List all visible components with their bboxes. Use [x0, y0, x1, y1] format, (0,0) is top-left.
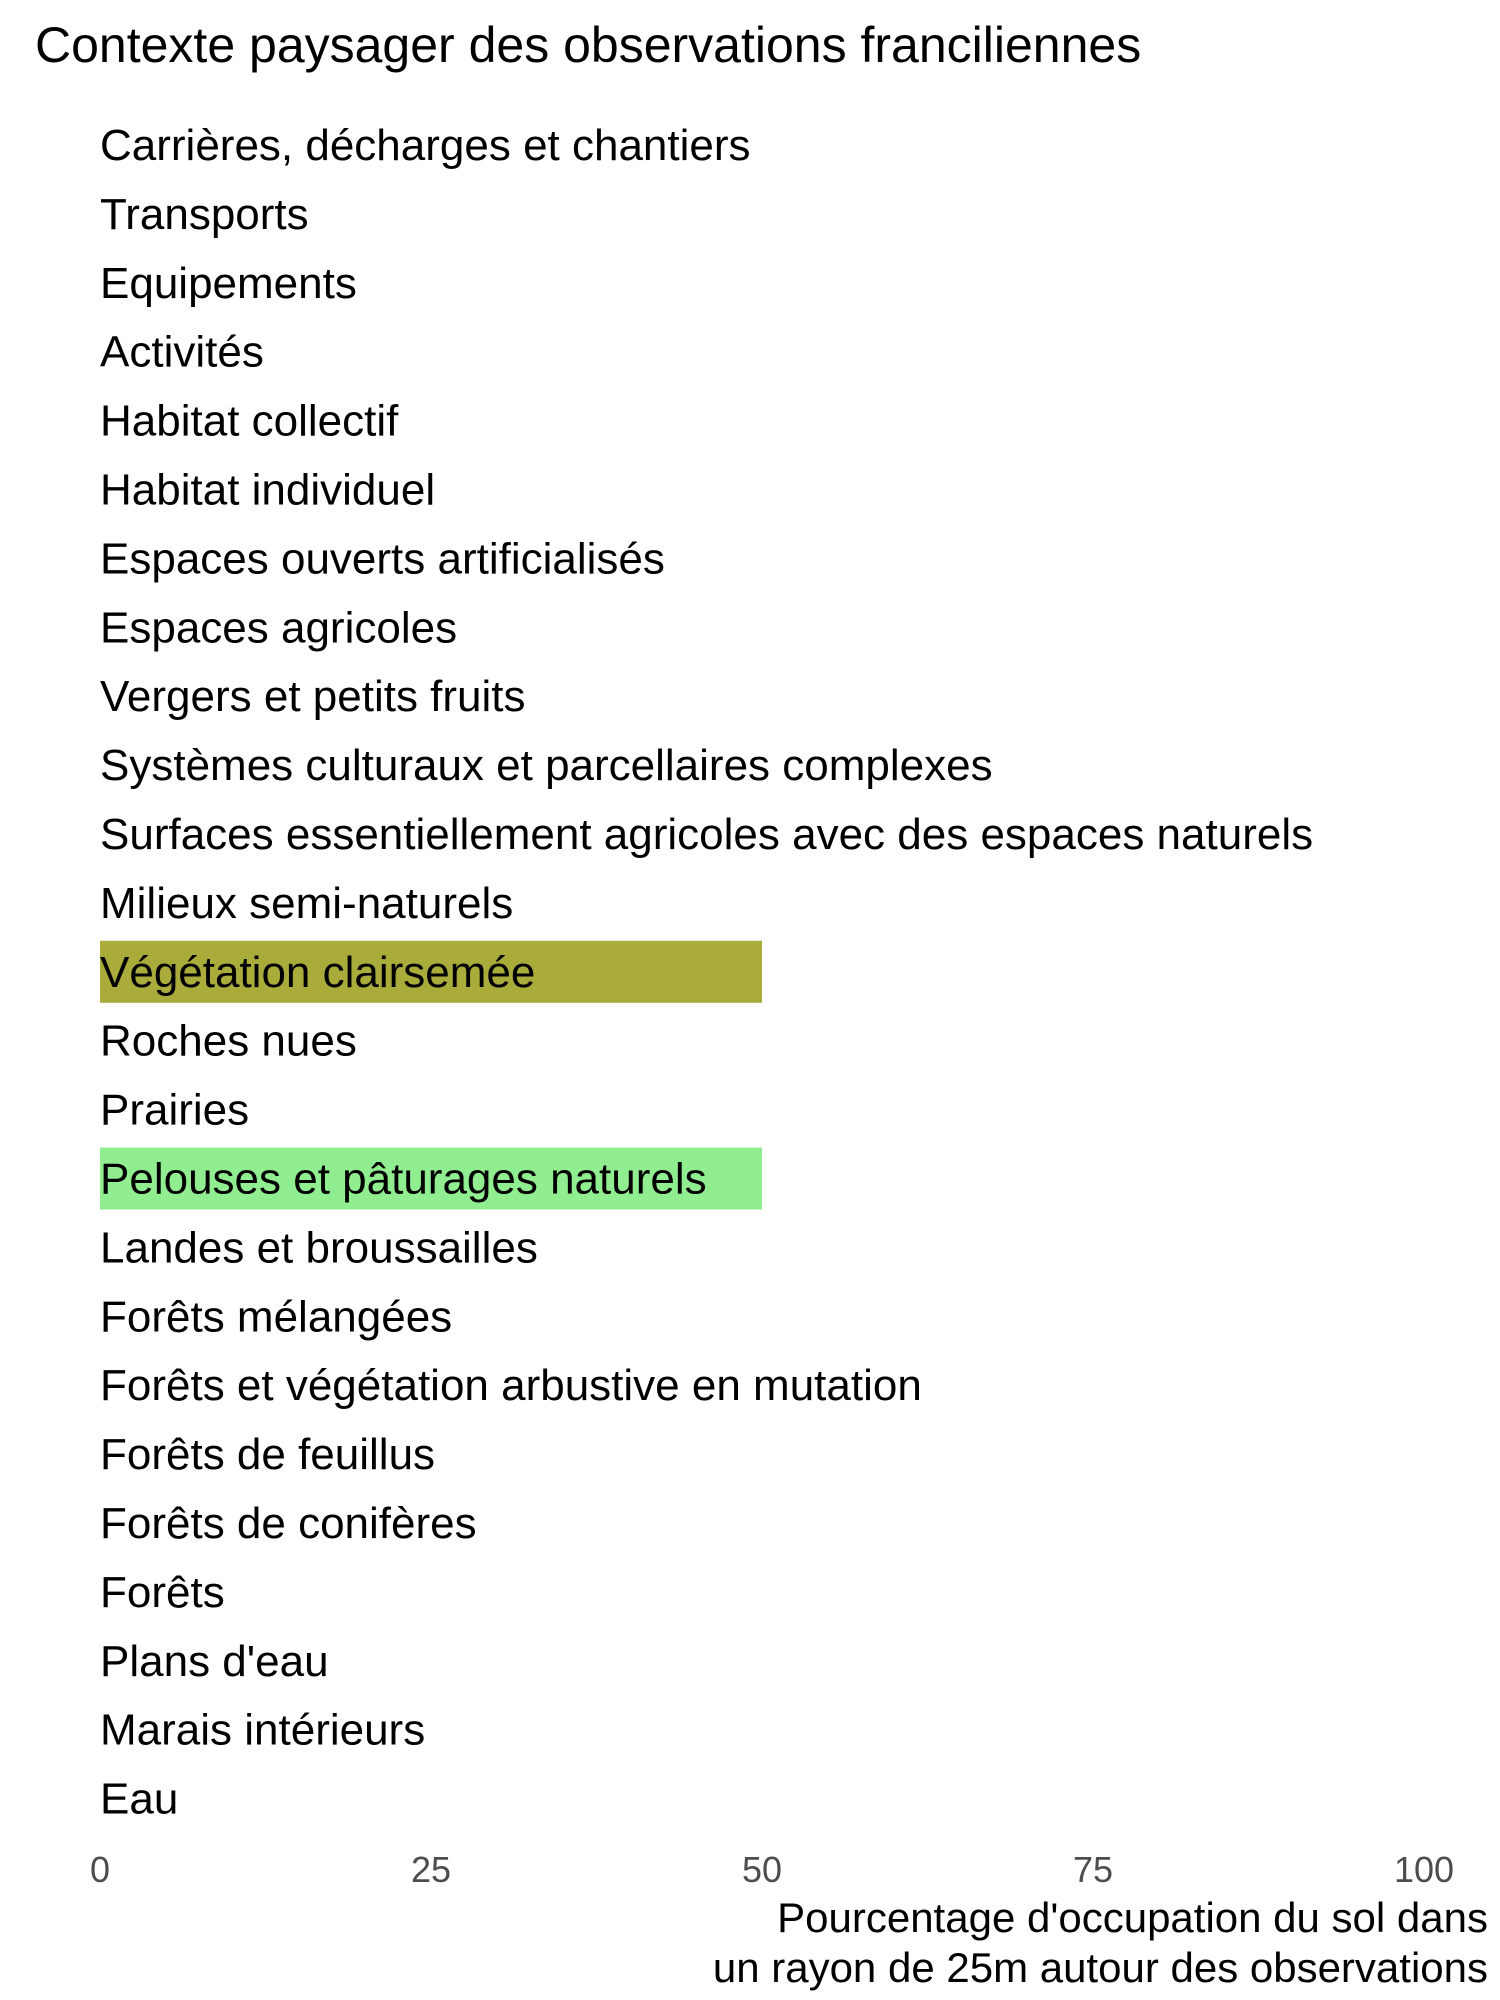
category-label-24: Eau: [100, 1774, 179, 1824]
category-label-18: Forêts et végétation arbustive en mutation: [100, 1361, 922, 1411]
category-label-9: Systèmes culturaux et parcellaires complexes: [100, 741, 993, 791]
x-axis-title-line-2: un rayon de 25m autour des observations: [712, 1944, 1488, 1991]
category-label-14: Prairies: [100, 1085, 250, 1135]
category-label-12: Végétation clairsemée: [100, 947, 536, 997]
category-label-11: Milieux semi-naturels: [100, 878, 514, 928]
x-tick-label-4: 100: [1393, 1849, 1455, 1890]
x-tick-label-0: 0: [89, 1849, 111, 1890]
x-axis-ticks: [90, 1849, 1454, 1890]
category-label-6: Espaces ouverts artificialisés: [100, 534, 665, 584]
x-tick-label-2: 50: [741, 1849, 783, 1890]
category-label-21: Forêts: [100, 1567, 225, 1617]
x-axis-title-line-1: Pourcentage d'occupation du sol dans: [777, 1894, 1488, 1941]
category-label-1: Transports: [100, 189, 309, 239]
x-tick-label-1: 25: [410, 1849, 452, 1890]
category-label-15: Pelouses et pâturages naturels: [100, 1154, 707, 1204]
category-label-19: Forêts de feuillus: [100, 1430, 436, 1480]
category-label-23: Marais intérieurs: [100, 1705, 426, 1755]
category-label-5: Habitat individuel: [100, 465, 436, 515]
category-label-3: Activités: [100, 327, 264, 377]
category-label-20: Forêts de conifères: [100, 1499, 477, 1548]
category-label-0: Carrières, décharges et chantiers: [100, 121, 751, 170]
category-label-10: Surfaces essentiellement agricoles avec des espaces naturels: [100, 810, 1314, 859]
category-label-8: Vergers et petits fruits: [100, 672, 526, 722]
category-label-16: Landes et broussailles: [100, 1223, 538, 1273]
category-label-22: Plans d'eau: [100, 1636, 329, 1686]
category-label-7: Espaces agricoles: [100, 603, 458, 653]
category-label-13: Roches nues: [100, 1016, 357, 1066]
category-label-4: Habitat collectif: [100, 396, 399, 446]
chart-title: Contexte paysager des observations franciliennes: [35, 17, 1142, 73]
category-label-2: Equipements: [100, 258, 357, 308]
x-tick-label-3: 75: [1072, 1849, 1114, 1890]
category-label-17: Forêts mélangées: [100, 1292, 453, 1342]
